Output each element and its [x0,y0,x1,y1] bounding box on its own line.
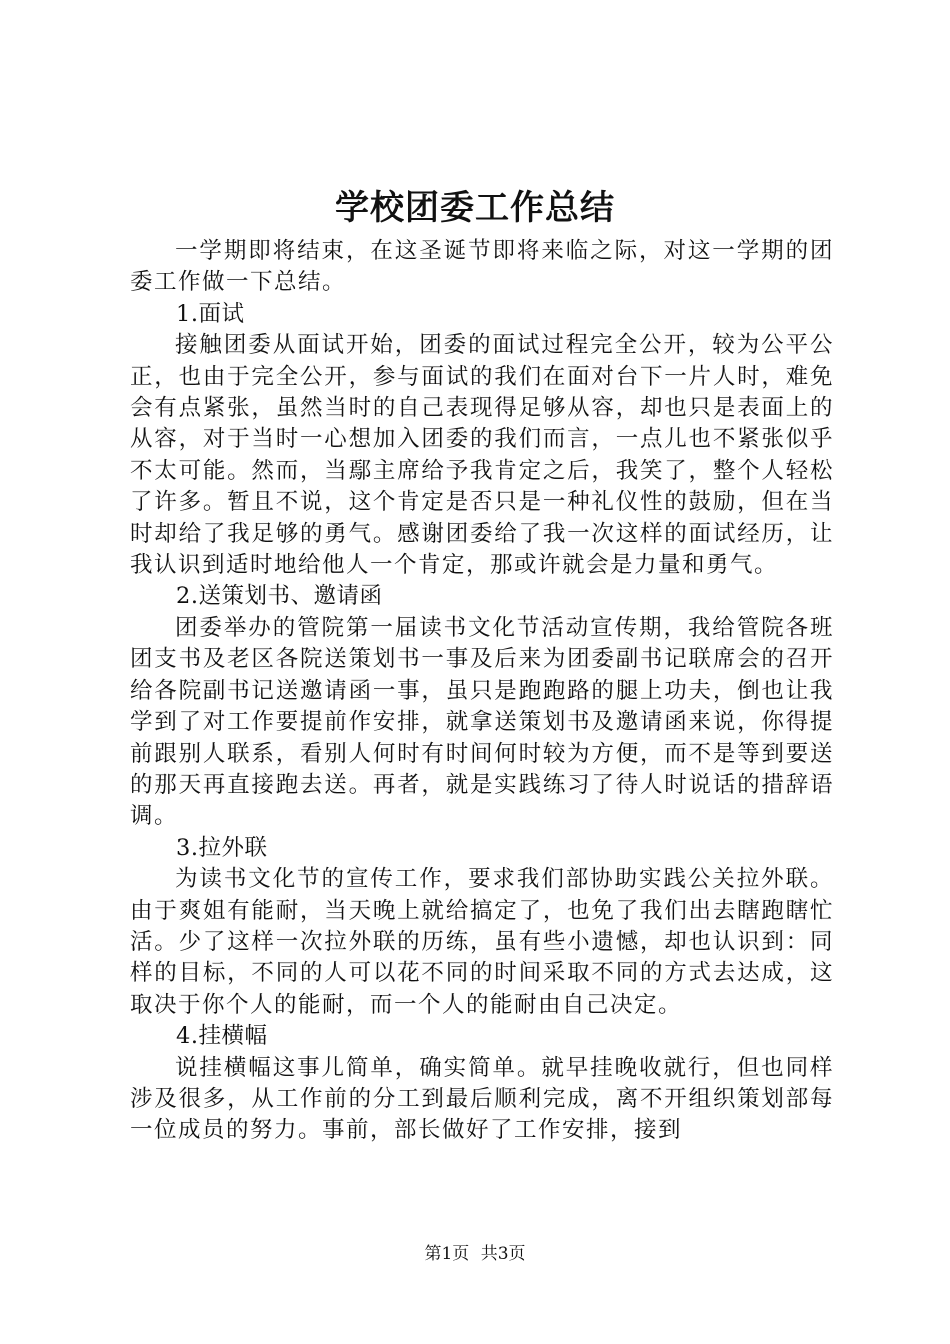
document-body [130,236,834,1147]
document-title: 学校团委工作总结 [335,188,615,228]
section-heading-sponsorship: 3.拉外联 [176,834,268,861]
page-indicator: 第1页 共3页 [424,1244,526,1264]
section-text-interview: 接触团委从面试开始，团委的面试过程完全公开，较为公平公正，也由于完全公开，参与面试的我们在面对台下一片人时，难免会有点紧张，虽然当时的自己表现得足够从容，却也只是表面上的从容，对于当时一心想加入团委的我们而言，一点儿也不紧张似乎不太可能。然而，当鄢主席给予我肯定之后，我笑了，整个人轻松了许多。暂且不说，这个肯定是否只是一种礼仪性的鼓励，但在当时却给了我足够的勇气。感谢团委给了我一次这样的面试经历，让我认识到适时地给他人一个肯定，那或许就会是力量和勇气。 [130,332,834,579]
section-heading-delivery: 2.送策划书、邀请函 [176,583,383,610]
section-text-delivery: 团委举办的管院第一届读书文化节活动宣传期，我给管院各班团支书及老区各院送策划书一事及后来为团委副书记联席会的召开给各院副书记送邀请函一事，虽只是跑跑路的腿上功夫，倒也让我学到了对工作要提前作安排，就拿送策划书及邀请函来说，你得提前跟别人联系，看别人何时有时间何时较为方便，而不是等到要送的那天再直接跑去送。再者，就是实践练习了待人时说话的措辞语调。 [130,614,834,830]
intro-paragraph: 一学期即将结束，在这圣诞节即将来临之际，对这一学期的团委工作做一下总结。 [130,238,834,296]
section-heading-interview: 1.面试 [176,300,245,327]
section-text-sponsorship: 为读书文化节的宣传工作，要求我们部协助实践公关拉外联。由于爽姐有能耐，当天晚上就给搞定了，也免了我们出去瞎跑瞎忙活。少了这样一次拉外联的历练，虽有些小遗憾，却也认识到：同样的目标，不同的人可以花不同的时间采取不同的方式去达成，这取决于你个人的能耐，而一个人的能耐由自己决定。 [130,866,834,1018]
section-heading-banner: 4.挂横幅 [176,1023,268,1050]
section-text-banner: 说挂横幅这事儿简单，确实简单。就早挂晚收就行，但也同样涉及很多，从工作前的分工到最后顺利完成，离不开组织策划部每一位成员的努力。事前，部长做好了工作安排，接到 [130,1054,834,1144]
